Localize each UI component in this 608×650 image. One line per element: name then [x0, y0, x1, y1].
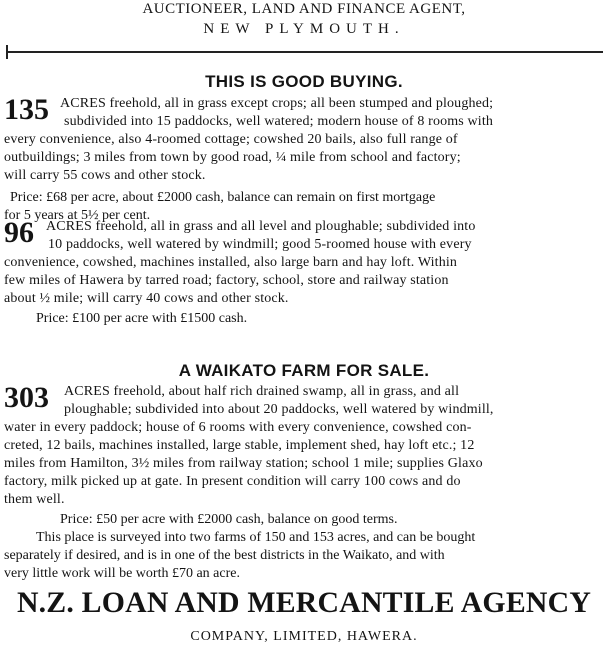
listing-line: them well.	[4, 492, 65, 507]
listing-line: creted, 12 bails, machines installed, large stable, implement shed, hay loft etc.; 12	[4, 438, 475, 453]
section-title-waikato-farm: A WAIKATO FARM FOR SALE.	[178, 361, 430, 380]
listing-note: very little work will be worth £70 an acre.	[4, 566, 240, 581]
agency-name: N.Z. LOAN AND MERCANTILE AGENCY	[16, 586, 592, 619]
listing-price: for 5 years at 5½ per cent.	[4, 208, 151, 223]
listing-price: Price: £68 per acre, about £2000 cash, balance can remain on first mortgage	[10, 190, 436, 205]
listing-line: ACRES freehold, about half rich drained swamp, all in grass, and all	[64, 384, 460, 399]
listing-line: miles from Hamilton, 3½ miles from railway station; school 1 mile; supplies Glaxo	[4, 456, 483, 471]
listing-line: ploughable; subdivided into about 20 paddocks, well watered by windmill,	[64, 402, 494, 417]
listing-line: every convenience, also 4-roomed cottage; cowshed 20 bails, also full range of	[4, 132, 458, 147]
header-location: NEW PLYMOUTH.	[203, 21, 405, 37]
agency-company-line: COMPANY, LIMITED, HAWERA.	[190, 629, 418, 644]
listing-line: 10 paddocks, well watered by windmill; good 5-roomed house with every	[48, 237, 472, 252]
listing-line: outbuildings; 3 miles from town by good road, ¼ mile from school and factory;	[4, 150, 461, 165]
listing-line: water in every paddock; house of 6 rooms with every convenience, cowshed con-	[4, 420, 472, 435]
listing-price: Price: £50 per acre with £2000 cash, balance on good terms.	[60, 512, 398, 527]
listing-line: will carry 55 cows and other stock.	[4, 168, 206, 183]
listing-line: subdivided into 15 paddocks, well watered; modern house of 8 rooms with	[64, 114, 494, 129]
listing-line: factory, milk picked up at gate. In present condition will carry 100 cows and do	[4, 474, 461, 489]
acres-number: 303	[4, 381, 49, 414]
header-agent-title: AUCTIONEER, LAND AND FINANCE AGENT,	[142, 1, 466, 17]
listing-note: separately if desired, and is in one of the best districts in the Waikato, and with	[4, 548, 445, 563]
listing-line: about ½ mile; will carry 40 cows and other stock.	[4, 291, 289, 306]
section-title-good-buying: THIS IS GOOD BUYING.	[205, 72, 403, 91]
listing-line: few miles of Hawera by tarred road; factory, school, store and railway station	[4, 273, 449, 288]
acres-number: 96	[4, 216, 34, 249]
header-rule	[6, 51, 603, 53]
acres-number: 135	[4, 93, 49, 126]
listing-price: Price: £100 per acre with £1500 cash.	[36, 311, 248, 326]
listing-note: This place is surveyed into two farms of 150 and 153 acres, and can be bought	[36, 530, 476, 545]
listing-line: ACRES freehold, all in grass and all level and ploughable; subdivided into	[46, 219, 476, 234]
listing-line: convenience, cowshed, machines installed, also large barn and hay loft. Within	[4, 255, 458, 270]
listing-line: ACRES freehold, all in grass except crops; all been stumped and ploughed;	[60, 96, 494, 111]
